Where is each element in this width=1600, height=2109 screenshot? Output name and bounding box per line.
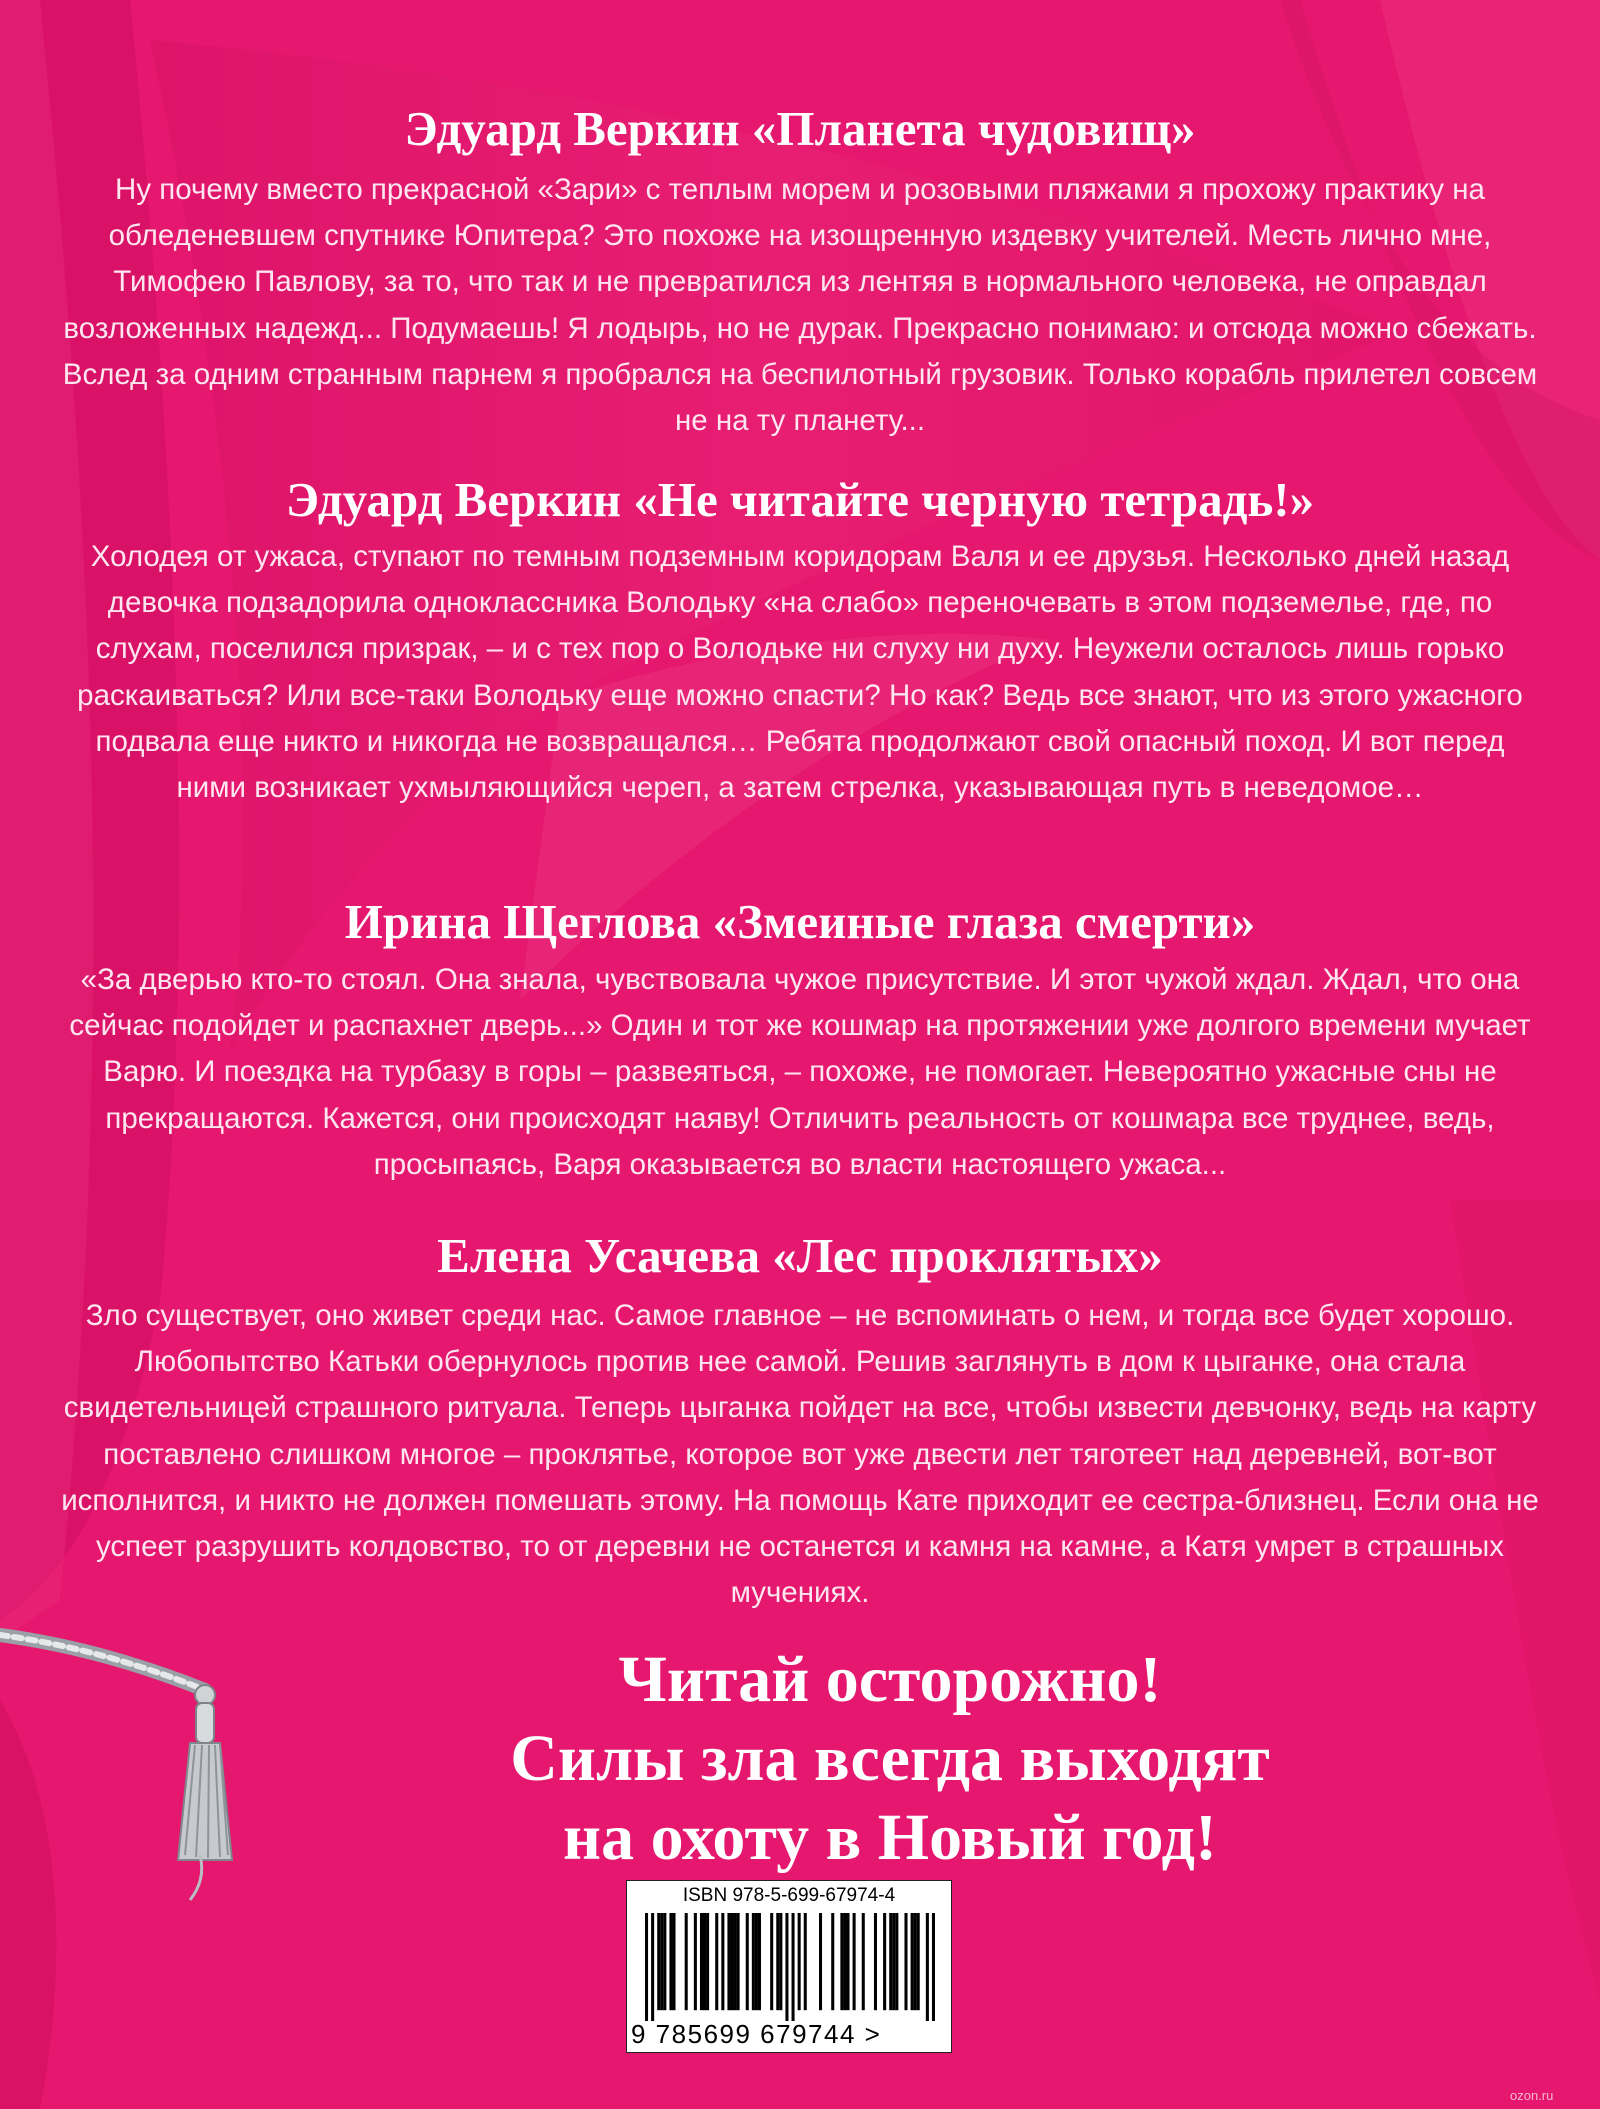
barcode-bar: [645, 1913, 648, 2021]
barcode-bar: [721, 1913, 724, 2010]
barcode-bar: [727, 1913, 730, 2010]
barcode-bar: [715, 1913, 718, 2010]
barcode-bar: [932, 1913, 935, 2021]
barcode-bar: [776, 1913, 779, 2010]
book-3-description: «За дверью кто-то стоял. Она знала, чувствовала чужое присутствие. И этот чужой ждал. Ждал, что она сейчас подойдет и распахнет дверь...» Один и тот же кошмар на протяжении уже долгого времени мучает Варю. И поездка на турбазу в горы – развеяться, – похоже, не помогает. Невероятно ужасные сны не прекращаются. Кажется, они происходят наяву! Отличить реальность от кошмара все труднее, ведь, просыпаясь, Варя оказывается во власти настоящего ужаса...: [69, 963, 1531, 1181]
barcode-bar: [779, 1913, 782, 2010]
tassel-rope-decoration: [0, 1615, 300, 1905]
barcode-bar: [669, 1913, 672, 2010]
barcode-bar: [706, 1913, 709, 2010]
slogan-line-1: Читай осторожно!: [618, 1643, 1162, 1716]
barcode-bar: [843, 1913, 846, 2010]
watermark: ozon.ru: [1510, 2088, 1554, 2103]
barcode-bar: [831, 1913, 834, 2010]
barcode-bar: [917, 1913, 920, 2010]
barcode-bar: [663, 1913, 666, 2010]
barcode-bar: [804, 1913, 807, 2010]
barcode-bar: [703, 1913, 706, 2010]
book-1-description: Ну почему вместо прекрасной «Зари» с теплым морем и розовыми пляжами я прохожу практику на обледеневшем спутнике Юпитера? Это похоже на изощренную издевку учителей. Месть лично мне, Тимофею Павлову, за то, что так и не превратился из лентяя в нормального человека, не оправдал возложенных надежд... Подумаешь! Я лодырь, но не дурак. Прекрасно понимаю: и отсюда можно сбежать. Вслед за одним странным парнем я пробрался на беспилотный грузовик. Только корабль прилетел совсем не на ту планету...: [62, 173, 1538, 438]
barcode-bar: [758, 1913, 761, 2010]
isbn-label: ISBN 978-5-699-67974-4: [682, 1885, 896, 1906]
barcode-bar: [660, 1913, 663, 2010]
barcode-bar: [730, 1913, 733, 2010]
barcode-bar: [694, 1913, 697, 2010]
barcode-bar: [853, 1913, 856, 2010]
book-2-heading: [60, 471, 1540, 528]
barcode-bar: [846, 1913, 849, 2010]
book-1-heading: [60, 100, 1540, 157]
barcode-bar: [685, 1913, 688, 2010]
barcode-bar: [770, 1913, 773, 2010]
barcode-bar: [672, 1913, 675, 2010]
book-1-title: «Планета чудовищ»: [751, 101, 1196, 156]
barcode-bar: [755, 1913, 758, 2010]
barcode-bar: [798, 1913, 801, 2010]
book-4-author: Елена Усачева: [437, 1228, 760, 1283]
barcode-bar: [892, 1913, 895, 2010]
book-2-author: Эдуард Веркин: [285, 472, 622, 527]
barcode-bar: [889, 1913, 892, 2010]
barcode-bar: [734, 1913, 737, 2010]
book-2-title: «Не читайте черную тетрадь!»: [633, 472, 1315, 527]
barcode-bar: [874, 1913, 877, 2010]
book-3-heading: [60, 893, 1540, 950]
barcode-bar: [737, 1913, 740, 2010]
barcode-bar: [700, 1913, 703, 2010]
slogan-line-3: на охоту в Новый год!: [563, 1801, 1217, 1874]
barcode-bar: [792, 1913, 795, 2021]
barcode: [626, 1880, 952, 2053]
book-3-author: Ирина Щеглова: [344, 894, 701, 949]
barcode-bar: [657, 1913, 660, 2010]
barcode-bar: [651, 1913, 654, 2021]
barcode-bar: [752, 1913, 755, 2010]
slogan-line-2: Силы зла всегда выходят: [510, 1722, 1270, 1795]
book-4-heading: [60, 1227, 1540, 1284]
barcode-bar: [895, 1913, 898, 2010]
barcode-bar: [840, 1913, 843, 2010]
barcode-bar: [862, 1913, 865, 2010]
barcode-bar: [785, 1913, 788, 2021]
book-1-author: Эдуард Веркин: [404, 101, 740, 156]
book-2-description: Холодея от ужаса, ступают по темным подземным коридорам Валя и ее друзья. Несколько дней назад девочка подзадорила одноклассника Володьку «на слабо» переночевать в этом подземелье, где, по слухам, поселился призрак, – и с тех пор о Володьке ни слуху ни духу. Неужели осталось лишь горько раскаиваться? Или все-таки Володьку еще можно спасти? Но как? Ведь все знают, что из этого ужасного подвала еще никто и никогда не возвращался… Ребята продолжают свой опасный поход. И вот перед ними возникает ухмыляющийся череп, а затем стрелка, указывающая путь в неведомое…: [77, 540, 1523, 805]
book-3-title: «Змеиные глаза смерти»: [712, 894, 1256, 949]
barcode-bar: [926, 1913, 929, 2021]
barcode-bar: [904, 1913, 907, 2010]
barcode-bar: [883, 1913, 886, 2010]
barcode-bars: [645, 1913, 935, 2021]
barcode-bar: [911, 1913, 914, 2010]
book-4-description: Зло существует, оно живет среди нас. Самое главное – не вспоминать о нем, и тогда все будет хорошо. Любопытство Катьки обернулось против нее самой. Решив заглянуть в дом к цыганке, она стала свидетельницей страшного ритуала. Теперь цыганка пойдет на все, чтобы извести девчонку, ведь на карту поставлено слишком многое – проклятье, которое вот уже двести лет тяготеет над деревней, вот-вот исполнится, и никто не должен помешать этому. На помощь Кате приходит ее сестра-близнец. Если она не успеет разрушить колдовство, то от деревни не останется и камня на камне, а Катя умрет в страшных мучениях.: [61, 1299, 1539, 1610]
book-4-title: «Лес проклятых»: [772, 1228, 1163, 1283]
barcode-bar: [746, 1913, 749, 2010]
barcode-bar: [914, 1913, 917, 2010]
barcode-bar: [819, 1913, 822, 2010]
barcode-digits: 9 785699 679744 >: [631, 2019, 882, 2049]
slogan: [390, 1640, 1390, 1877]
